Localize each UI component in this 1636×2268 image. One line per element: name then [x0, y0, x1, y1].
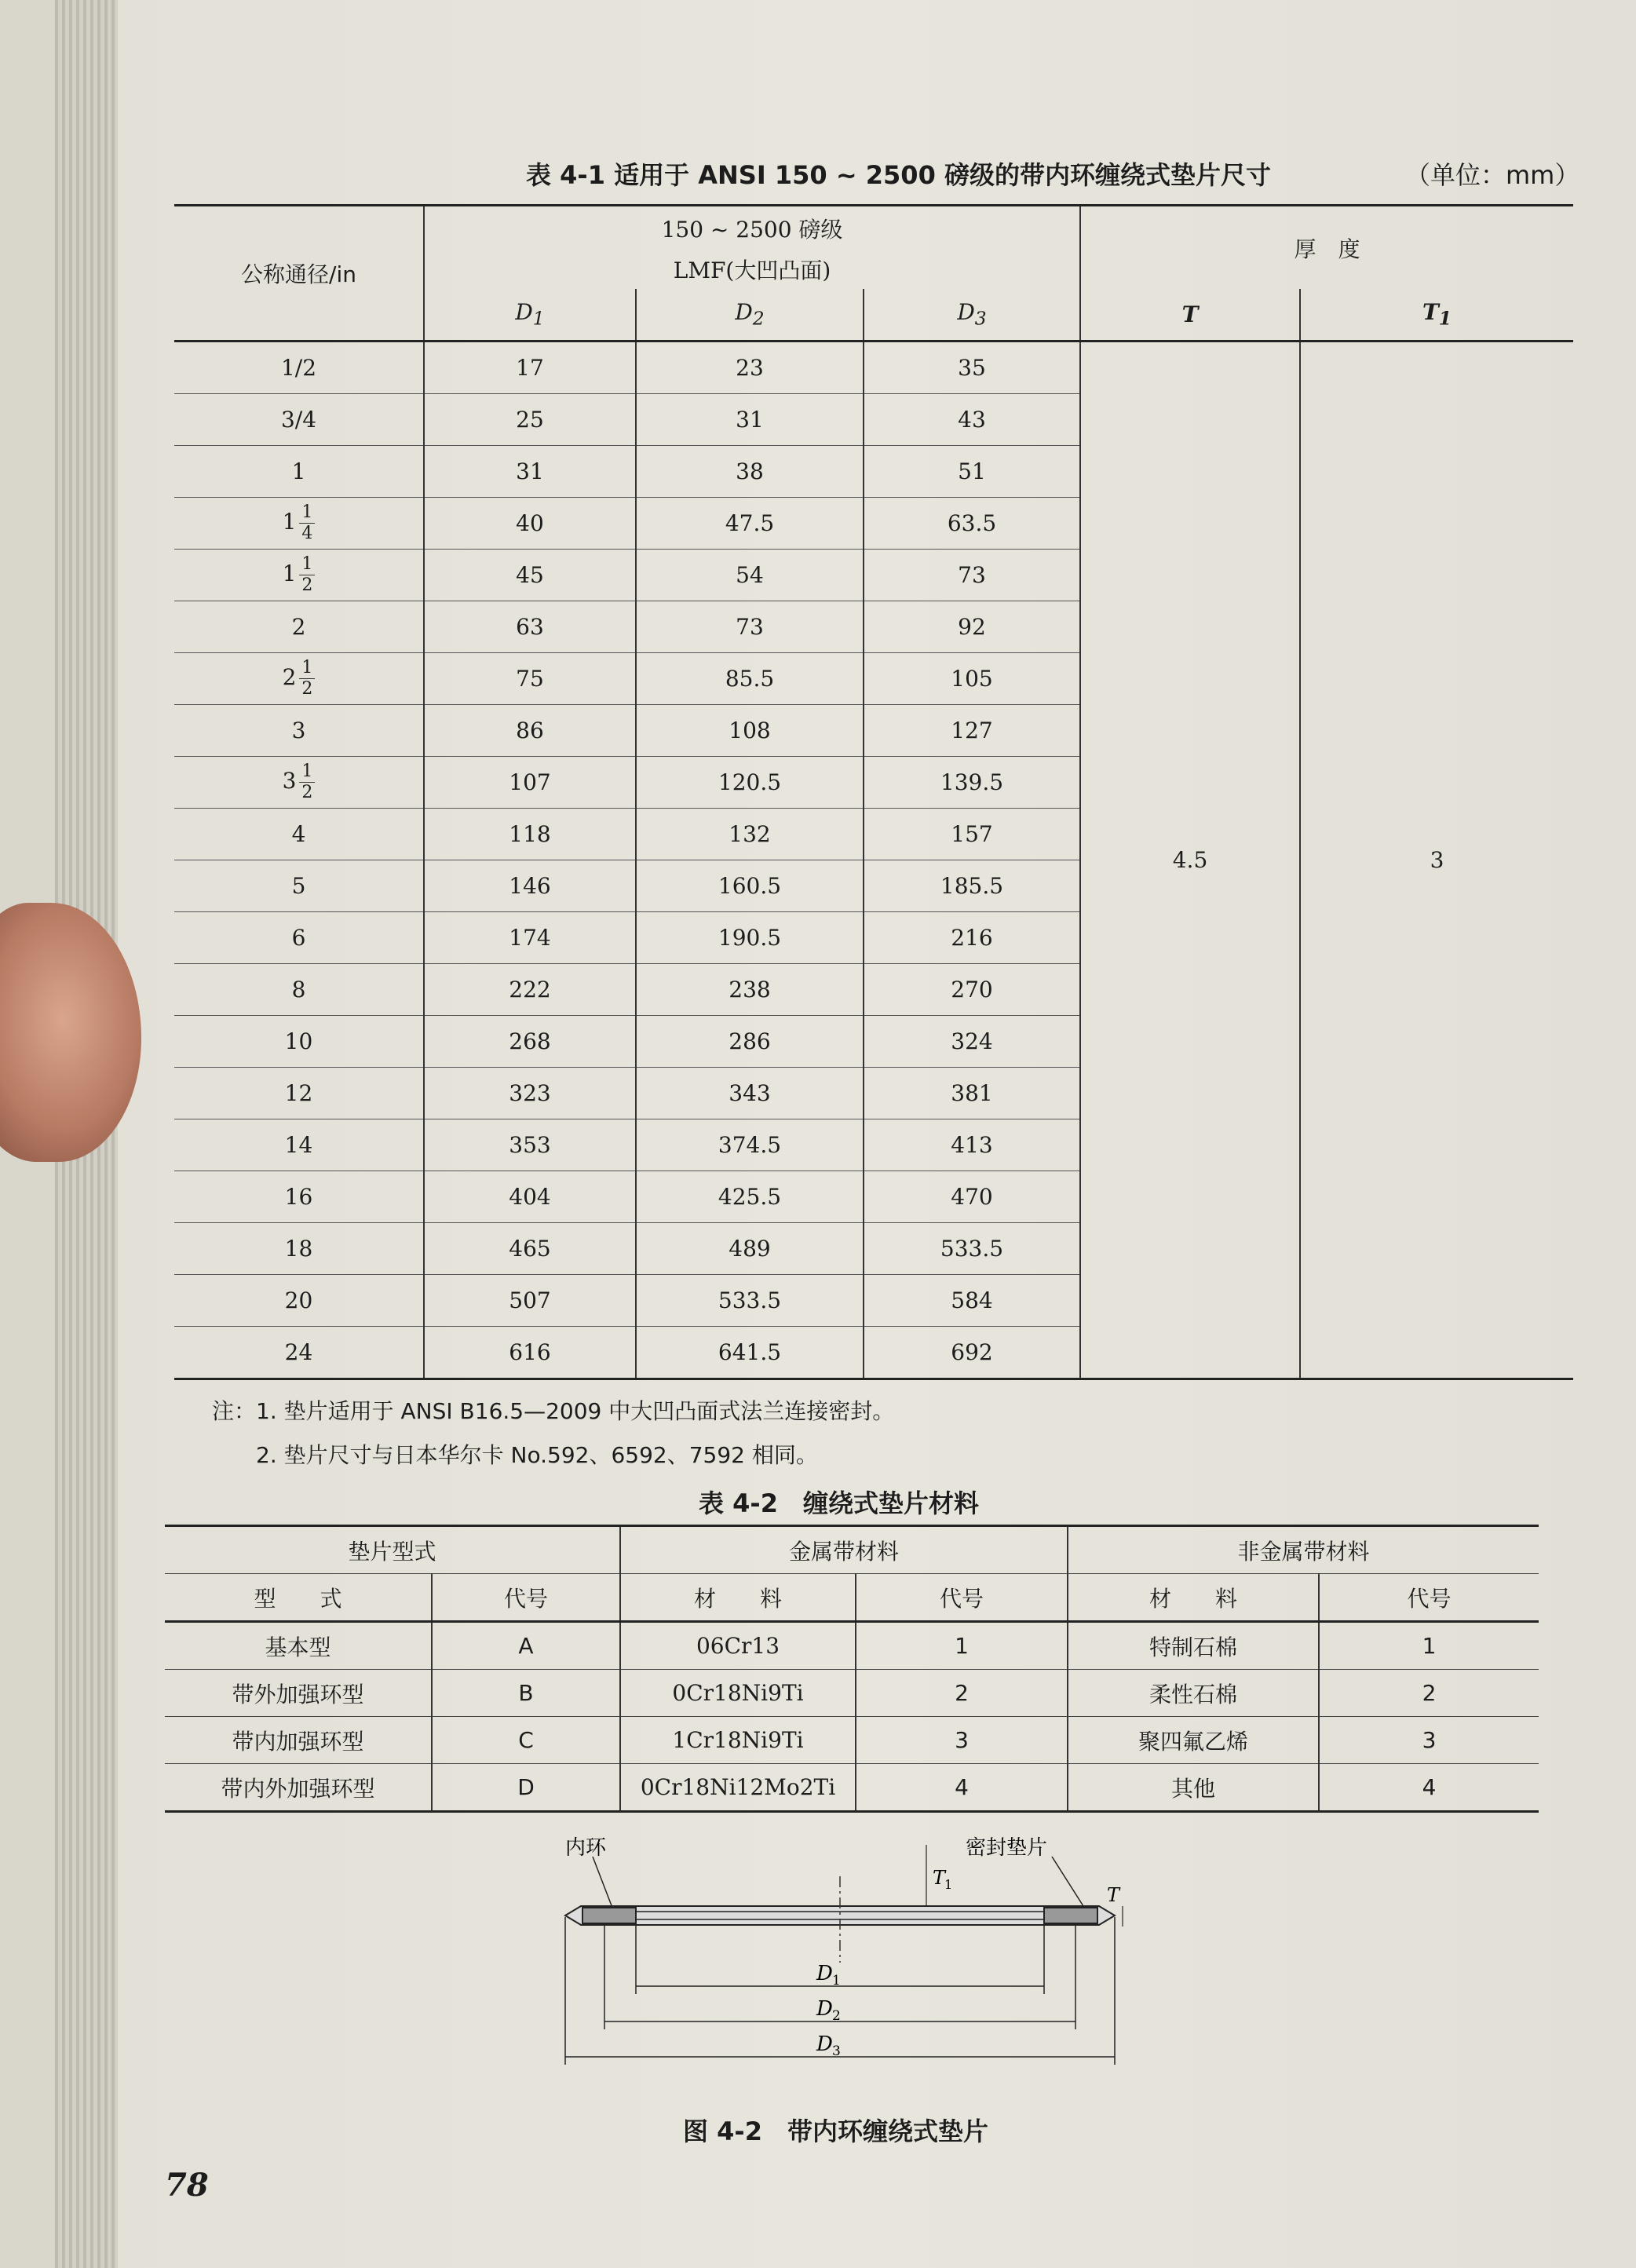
d1-cell: 25	[424, 394, 636, 446]
figure-caption: 图 4-2 带内环缠绕式垫片	[683, 2116, 988, 2146]
table2-row	[165, 1622, 1539, 1670]
d2-cell: 374.5	[636, 1119, 864, 1171]
d1-cell: 465	[424, 1223, 636, 1275]
d1-cell: 63	[424, 601, 636, 653]
d3-cell: 43	[864, 394, 1080, 446]
d2-sub: 2	[752, 307, 765, 330]
col-metal-code: 代号	[939, 1585, 984, 1612]
table-4-1	[174, 204, 1573, 1380]
size-cell: 3 $\frac{1}{2}$	[174, 757, 424, 809]
page-number: 78	[165, 2167, 209, 2204]
table2-row	[165, 1717, 1539, 1764]
thickness-header: 厚 度	[1294, 236, 1360, 262]
t1-header: T	[1422, 299, 1439, 326]
d3-sub: 3	[974, 307, 987, 330]
size-cell: 3/4	[174, 394, 424, 446]
col-nonmetal: 材 料	[1148, 1585, 1237, 1612]
table2-code-cell: B	[432, 1670, 620, 1717]
d1-cell: 75	[424, 653, 636, 705]
d3-cell: 51	[864, 446, 1080, 498]
d3-cell: 127	[864, 705, 1080, 757]
d3-cell: 105	[864, 653, 1080, 705]
label-inner-ring: 内环	[565, 1836, 607, 1860]
d1-cell: 323	[424, 1068, 636, 1119]
d3-cell: 139.5	[864, 757, 1080, 809]
d1-cell: 45	[424, 550, 636, 601]
d1-sub: 1	[532, 307, 545, 330]
d1-cell: 616	[424, 1327, 636, 1379]
table2-metal-cell: 1Cr18Ni9Ti	[620, 1717, 856, 1764]
table2-code-cell: D	[432, 1764, 620, 1812]
size-cell: 2 $\frac{1}{2}$	[174, 653, 424, 705]
size-cell: 24	[174, 1327, 424, 1379]
size-cell: 14	[174, 1119, 424, 1171]
d2-header: D	[735, 299, 753, 326]
size-cell: 5	[174, 860, 424, 912]
d2-cell: 238	[636, 964, 864, 1016]
size-cell: 4	[174, 809, 424, 860]
table2-title: 表 4-2 缠绕式垫片材料	[699, 1488, 979, 1518]
d3-cell: 584	[864, 1275, 1080, 1327]
table1-unit: （单位：mm）	[1405, 160, 1580, 190]
label-d2: D	[816, 1997, 833, 2021]
d3-header: D	[957, 299, 975, 326]
d2-cell: 38	[636, 446, 864, 498]
table2-code-cell: C	[432, 1717, 620, 1764]
d3-cell: 92	[864, 601, 1080, 653]
d2-cell: 286	[636, 1016, 864, 1068]
table2-nonmetal-code-cell: 3	[1319, 1717, 1539, 1764]
d2-cell: 489	[636, 1223, 864, 1275]
d3-cell: 185.5	[864, 860, 1080, 912]
table2-nonmetal-cell: 柔性石棉	[1068, 1670, 1319, 1717]
label-d3-sub: 3	[832, 2043, 841, 2059]
gasket-diagram	[550, 1829, 1130, 2088]
table1-notes	[212, 1390, 894, 1477]
table2-row	[165, 1670, 1539, 1717]
face-header: LMF(大凹凸面)	[673, 257, 831, 283]
d3-cell: 470	[864, 1171, 1080, 1223]
d1-cell: 86	[424, 705, 636, 757]
d3-cell: 692	[864, 1327, 1080, 1379]
d2-cell: 85.5	[636, 653, 864, 705]
d1-cell: 268	[424, 1016, 636, 1068]
label-d1-sub: 1	[832, 1973, 841, 1989]
table2-metal-code-cell: 4	[856, 1764, 1068, 1812]
label-t1-sub: 1	[944, 1877, 953, 1892]
table-4-2	[165, 1525, 1539, 1813]
size-cell: 1 $\frac{1}{2}$	[174, 550, 424, 601]
table2-nonmetal-cell: 特制石棉	[1068, 1622, 1319, 1670]
label-seal: 密封垫片	[966, 1836, 1048, 1860]
fraction: $\frac{1}{2}$	[299, 659, 315, 698]
d1-cell: 507	[424, 1275, 636, 1327]
table2-nonmetal-cell: 其他	[1068, 1764, 1319, 1812]
table2-nonmetal-code-cell: 1	[1319, 1622, 1539, 1670]
d3-cell: 216	[864, 912, 1080, 964]
table1-row	[174, 341, 1573, 394]
d1-cell: 146	[424, 860, 636, 912]
d3-cell: 533.5	[864, 1223, 1080, 1275]
note-2: 2. 垫片尺寸与日本华尔卡 No.592、6592、7592 相同。	[212, 1442, 818, 1468]
col-nonmetal-code: 代号	[1407, 1585, 1452, 1612]
d3-cell: 157	[864, 809, 1080, 860]
gasket-type-group: 垫片型式	[348, 1538, 436, 1565]
d1-cell: 40	[424, 498, 636, 550]
table2-metal-cell: 0Cr18Ni12Mo2Ti	[620, 1764, 856, 1812]
d2-cell: 343	[636, 1068, 864, 1119]
table2-metal-cell: 06Cr13	[620, 1622, 856, 1670]
d3-cell: 73	[864, 550, 1080, 601]
table2-metal-code-cell: 3	[856, 1717, 1068, 1764]
table2-nonmetal-cell: 聚四氟乙烯	[1068, 1717, 1319, 1764]
d2-cell: 425.5	[636, 1171, 864, 1223]
d1-cell: 118	[424, 809, 636, 860]
col-metal: 材 料	[693, 1585, 782, 1612]
label-t1: T	[933, 1867, 946, 1889]
d1-cell: 107	[424, 757, 636, 809]
d3-cell: 324	[864, 1016, 1080, 1068]
d3-cell: 381	[864, 1068, 1080, 1119]
d2-cell: 23	[636, 341, 864, 394]
d1-cell: 17	[424, 341, 636, 394]
d2-cell: 190.5	[636, 912, 864, 964]
label-d2-sub: 2	[832, 2008, 841, 2024]
col-type: 型 式	[254, 1585, 342, 1612]
d2-cell: 54	[636, 550, 864, 601]
d3-cell: 35	[864, 341, 1080, 394]
nonmetal-group: 非金属带材料	[1237, 1538, 1370, 1565]
d2-cell: 73	[636, 601, 864, 653]
class-header: 150 ~ 2500 磅级	[661, 216, 843, 243]
table2-metal-code-cell: 2	[856, 1670, 1068, 1717]
size-cell: 1/2	[174, 341, 424, 394]
table2-nonmetal-code-cell: 4	[1319, 1764, 1539, 1812]
d2-cell: 160.5	[636, 860, 864, 912]
d2-cell: 120.5	[636, 757, 864, 809]
label-t: T	[1107, 1884, 1120, 1906]
fraction: $\frac{1}{4}$	[299, 504, 315, 542]
size-header: 公称通径/in	[241, 261, 356, 287]
t1-sub: 1	[1438, 307, 1452, 330]
d3-cell: 63.5	[864, 498, 1080, 550]
d1-cell: 353	[424, 1119, 636, 1171]
size-cell: 20	[174, 1275, 424, 1327]
d2-cell: 533.5	[636, 1275, 864, 1327]
d1-cell: 31	[424, 446, 636, 498]
table2-metal-cell: 0Cr18Ni9Ti	[620, 1670, 856, 1717]
d2-cell: 47.5	[636, 498, 864, 550]
size-cell: 8	[174, 964, 424, 1016]
note-1: 注：1. 垫片适用于 ANSI B16.5—2009 中大凹凸面式法兰连接密封。	[212, 1398, 895, 1424]
t-header: T	[1181, 301, 1199, 327]
size-cell: 18	[174, 1223, 424, 1275]
size-cell: 1 $\frac{1}{4}$	[174, 498, 424, 550]
label-d3: D	[816, 2032, 833, 2056]
d1-cell: 222	[424, 964, 636, 1016]
table2-nonmetal-code-cell: 2	[1319, 1670, 1539, 1717]
label-d1: D	[816, 1962, 833, 1985]
d2-cell: 132	[636, 809, 864, 860]
d2-cell: 641.5	[636, 1327, 864, 1379]
t-value-cell: 4.5	[1080, 341, 1300, 1379]
size-cell: 10	[174, 1016, 424, 1068]
d1-cell: 174	[424, 912, 636, 964]
table2-type-cell: 带内外加强环型	[165, 1764, 432, 1812]
fraction: $\frac{1}{2}$	[299, 556, 315, 594]
metal-group: 金属带材料	[788, 1538, 899, 1565]
d2-cell: 108	[636, 705, 864, 757]
t1-value-cell: 3	[1300, 341, 1573, 1379]
table2-metal-code-cell: 1	[856, 1622, 1068, 1670]
d1-cell: 404	[424, 1171, 636, 1223]
size-cell: 1	[174, 446, 424, 498]
fraction: $\frac{1}{2}$	[299, 763, 315, 802]
d3-cell: 270	[864, 964, 1080, 1016]
size-cell: 12	[174, 1068, 424, 1119]
d3-cell: 413	[864, 1119, 1080, 1171]
d2-cell: 31	[636, 394, 864, 446]
table2-code-cell: A	[432, 1622, 620, 1670]
size-cell: 16	[174, 1171, 424, 1223]
d1-header: D	[515, 299, 533, 326]
table2-row	[165, 1764, 1539, 1812]
size-cell: 3	[174, 705, 424, 757]
size-cell: 2	[174, 601, 424, 653]
table1-title: 表 4-1 适用于 ANSI 150 ~ 2500 磅级的带内环缠绕式垫片尺寸	[526, 160, 1271, 190]
table2-type-cell: 基本型	[165, 1622, 432, 1670]
size-cell: 6	[174, 912, 424, 964]
table2-type-cell: 带外加强环型	[165, 1670, 432, 1717]
table2-type-cell: 带内加强环型	[165, 1717, 432, 1764]
col-code: 代号	[503, 1585, 548, 1612]
